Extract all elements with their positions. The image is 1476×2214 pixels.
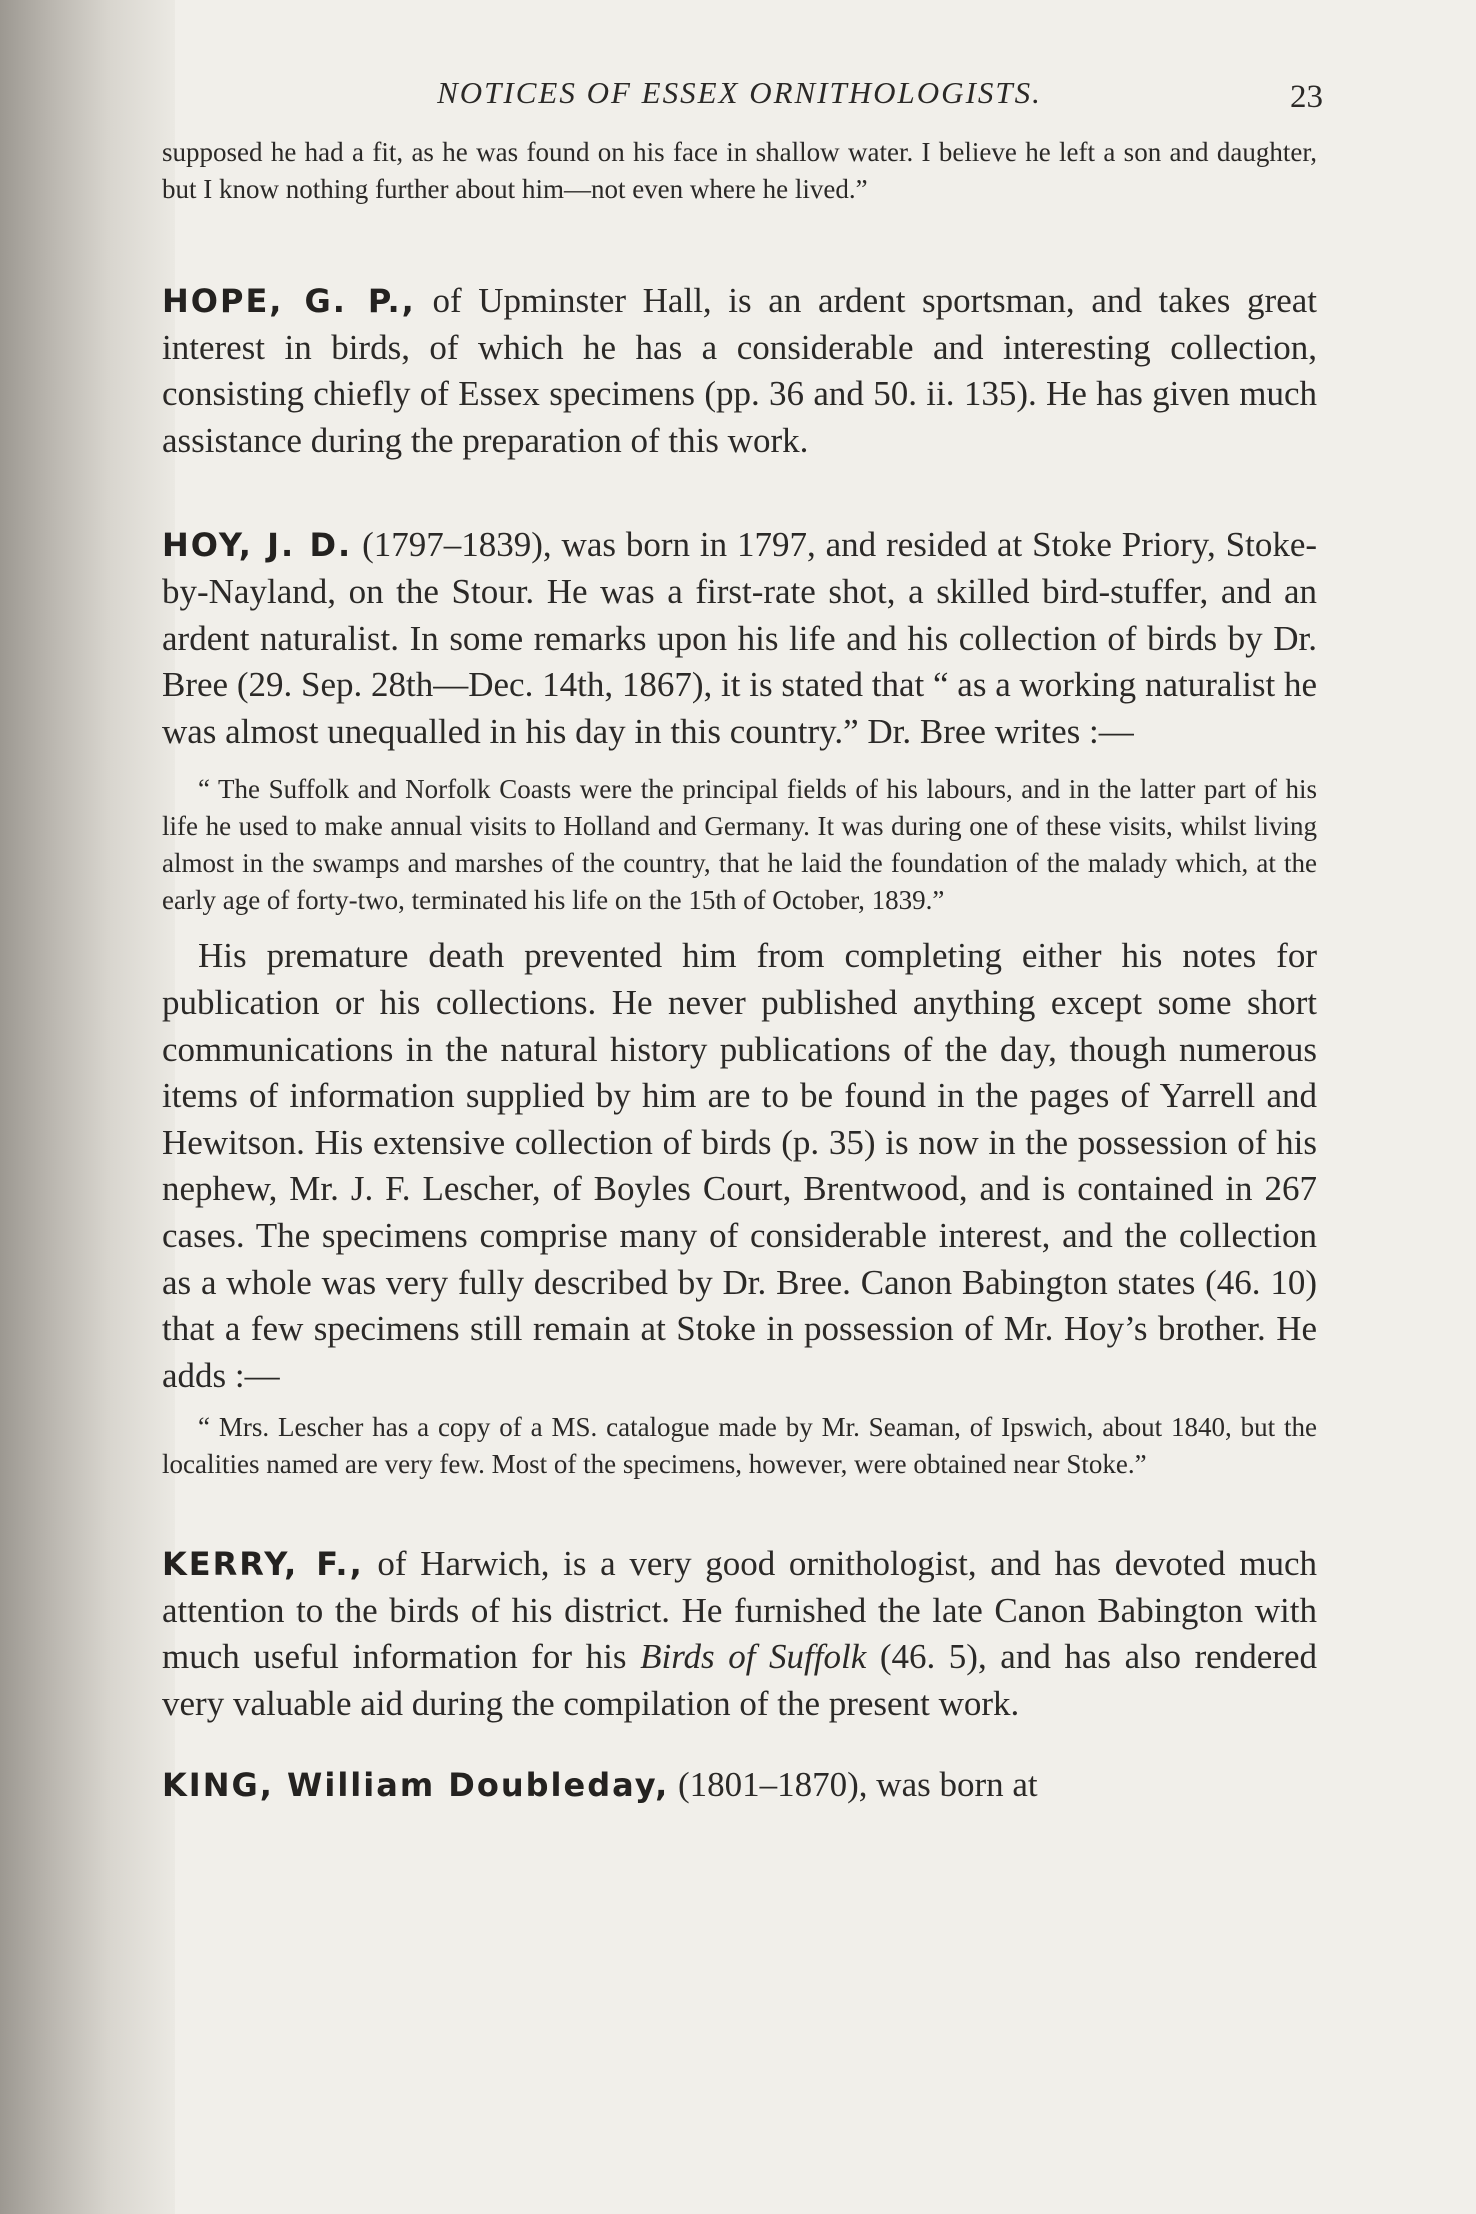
entry-text-king: (1801–1870), was born at bbox=[678, 1764, 1038, 1804]
entry-kerry bbox=[162, 1541, 1317, 1727]
entry-text-hoy: (1797–1839), was born in 1797, and resided at Stoke Priory, Stoke-by-Nayland, on the Stour. He was a first-rate shot, a skilled bird-stuffer, and an ardent naturalist. In some remarks upon his life and his collection of birds by Dr. Bree (29. Sep. 28th—Dec. 14th, 1867), it is stated that “ as a working naturalist he was almost unequalled in his day in this country.” Dr. Bree writes :— bbox=[162, 525, 1318, 751]
entry-name-hoy: HOY, J. D. bbox=[162, 526, 353, 565]
entry-text-kerry-end: (46. 5), and has also rendered very valuable aid during the compilation of the present work. bbox=[162, 1637, 1317, 1724]
entry-name-king: KING, William Doubleday, bbox=[162, 1765, 670, 1804]
running-head bbox=[162, 62, 1323, 124]
page-number: 23 bbox=[1290, 79, 1323, 115]
continuation-paragraph: supposed he had a fit, as he was found on his face in shallow water. I believe he left a son and daughter, but I know nothing further about him—not even where he lived.” bbox=[162, 137, 1317, 204]
block-quote-bree: “ The Suffolk and Norfolk Coasts were the principal fields of his labours, and in the latter part of his life he used to make annual visits to Holland and Germany. It was during one of these visits, whilst living almost in the swamps and marshes of the country, that he laid the foundation of the malady which, at the early age of forty-two, terminated his life on the 15th of October, 1839.” bbox=[162, 774, 1317, 916]
book-gutter-shadow bbox=[0, 0, 175, 2214]
running-head-title: NOTICES OF ESSEX ORNITHOLOGISTS. bbox=[437, 75, 1042, 110]
entry-name-hope: HOPE, G. P., bbox=[162, 282, 416, 320]
book-page bbox=[162, 62, 1323, 2182]
entry-text-kerry: of Harwich, is a very good ornithologist, and has devoted much attention to the birds of his district. He furnished the late Canon Babington with much useful information for his bbox=[162, 1544, 1317, 1677]
entry-hoy-continued: His premature death prevented him from completing either his notes for publication or his collections. He never published anything except some short communications in the natural history publications of the day, though numerous items of information supplied by him are to be found in the pages of Yarrell and Hewitson. His extensive collection of birds (p. 35) is now in the possession of his nephew, Mr. J. F. Lescher, of Boyles Court, Brentwood, and is contained in 267 cases. The specimens comprise many of considerable interest, and the collection as a whole was very fully described by Dr. Bree. Canon Babington states (46. 10) that a few specimens still remain at Stoke in possession of Mr. Hoy’s brother. He adds :— bbox=[162, 936, 1317, 1395]
entry-hoy bbox=[162, 522, 1317, 755]
entry-name-kerry: KERRY, F., bbox=[162, 1545, 364, 1584]
book-title-birds-of-suffolk: Birds of Suffolk bbox=[640, 1637, 867, 1677]
block-quote-babington: “ Mrs. Lescher has a copy of a MS. catalogue made by Mr. Seaman, of Ipswich, about 1840, but the localities named are very few. Most of the specimens, however, were obtained near Stoke.” bbox=[162, 1412, 1317, 1480]
entry-king bbox=[162, 1762, 1317, 1809]
entry-hope bbox=[162, 278, 1317, 464]
entry-text-hope: of Upminster Hall, is an ardent sportsman, and takes great interest in birds, of which he has a considerable and interesting collection, consisting chiefly of Essex specimens (pp. 36 and 50. ii. 135). He has given much assistance during the preparation of this work. bbox=[162, 281, 1318, 460]
